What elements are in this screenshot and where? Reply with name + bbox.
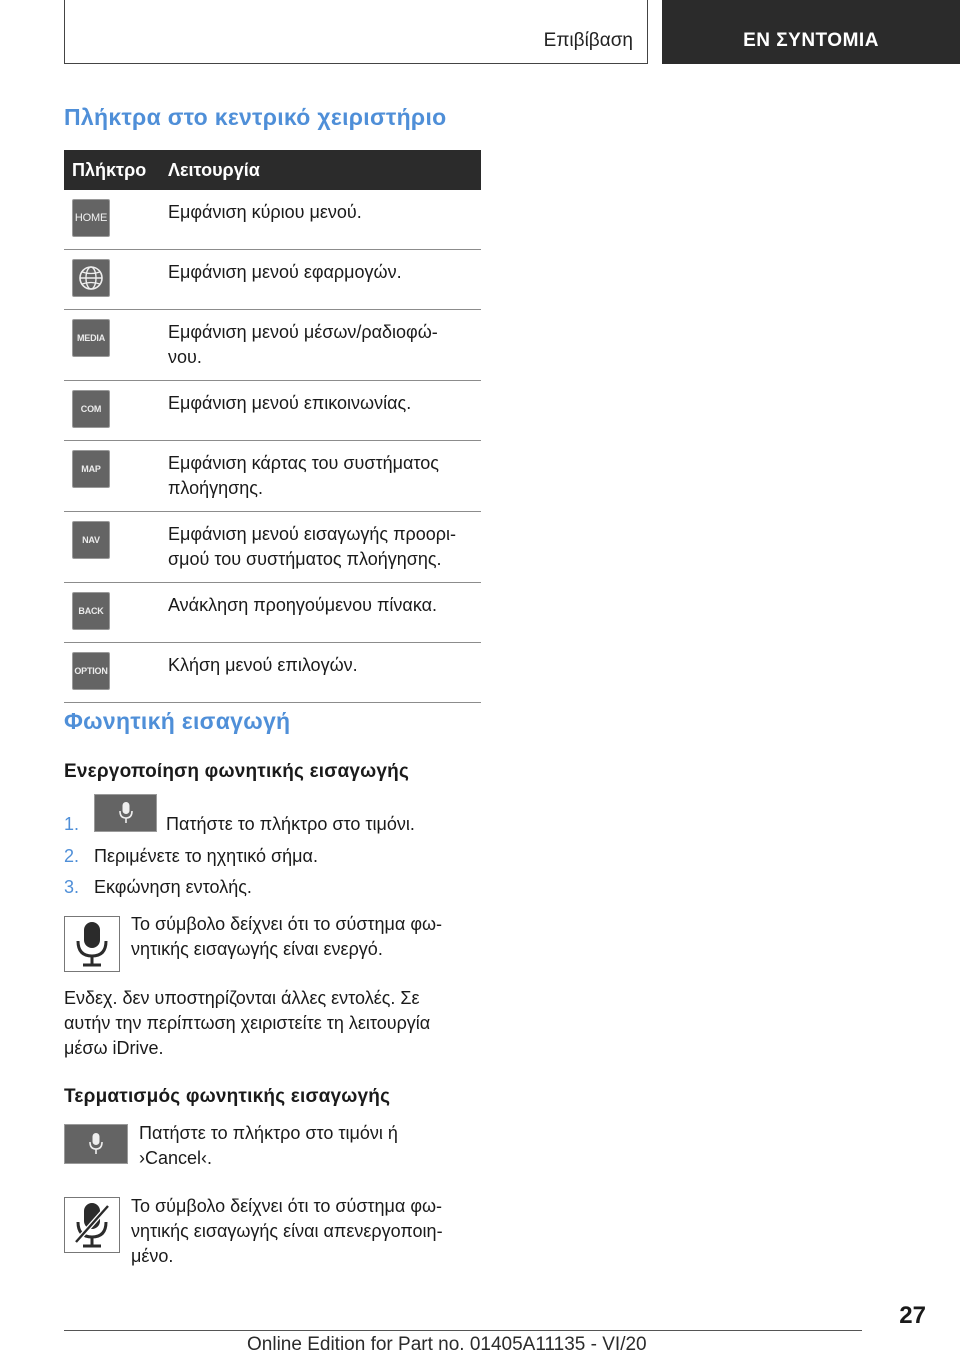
footer-divider [64,1330,862,1331]
table-row [64,310,481,381]
globe-key-icon [72,259,110,297]
back-key-label: BACK [78,605,104,616]
step-1-text: Πατήστε το πλήκτρο στο τιμόνι. [166,814,415,834]
keys-table [64,150,481,703]
table-row [64,190,481,250]
voice-inactive-symbol-icon [64,1197,120,1253]
media-key-label: MEDIA [77,332,105,343]
map-key-icon [72,450,110,488]
end-voice-instruction: Πατήστε το πλήκτρο στο τιμόνι ή ›Cancel‹. [139,1123,398,1168]
row-function-text: Εμφάνιση κύριου μενού. [168,190,481,250]
step-3 [64,877,252,898]
edition-text: Online Edition for Part no. 01405A11135 - VI/20 [247,1334,647,1355]
activate-voice-title: Ενεργοποίηση φωνητικής εισαγωγής [64,761,410,782]
step-number: 1. [64,814,80,834]
header-section-box [64,0,648,64]
col-function-header: Λειτουργία [168,150,481,190]
header-chapter-tab [662,0,960,64]
step-number: 2. [64,846,80,866]
voice-inactive-text: Το σύμβολο δείχνει ότι το σύστημα φω‐νητικής εισαγωγής είναι απενεργοποιη‐μένο. [131,1196,443,1266]
option-key-label: OPTION [74,665,108,676]
nav-key-label: NAV [82,534,100,545]
header-chapter-title: ΕΝ ΣΥΝΤΟΜΙΑ [743,30,879,51]
media-key-icon [72,319,110,357]
end-voice-title: Τερματισμός φωνητικής εισαγωγής [64,1086,391,1107]
steering-mic-button-end-icon [64,1124,128,1164]
step-2 [64,846,318,867]
voice-note: Ενδεχ. δεν υποστηρίζονται άλλες εντολές. Σε αυτήν την περίπτωση χειριστείτε τη λειτουργία μέσω iDrive. [64,988,431,1058]
row-function-text: Εμφάνιση μενού εφαρμογών. [168,250,481,310]
nav-key-icon [72,521,110,559]
table-row [64,643,481,703]
com-key-icon [72,390,110,428]
row-function-text: Εμφάνιση μενού εισαγωγής προορι‐σμού του συστήματος πλοήγησης. [168,512,481,583]
row-function-text: Εμφάνιση μενού επικοινωνίας. [168,381,481,441]
table-row [64,583,481,643]
header-section-title: Επιβίβαση [543,30,633,51]
row-function-text: Εμφάνιση κάρτας του συστήματος πλοήγησης. [168,441,481,512]
home-key-icon [72,199,110,237]
table-row [64,381,481,441]
row-function-text: Ανάκληση προηγούμενου πίνακα. [168,583,481,643]
page-number: 27 [899,1302,926,1329]
voice-active-text: Το σύμβολο δείχνει ότι το σύστημα φω‐νητικής εισαγωγής είναι ενεργό. [131,914,443,959]
table-row [64,441,481,512]
table-row [64,512,481,583]
home-key-label: HOME [74,211,108,224]
back-key-icon [72,592,110,630]
table-row [64,250,481,310]
option-key-icon [72,652,110,690]
keys-section-title: Πλήκτρα στο κεντρικό χειριστήριο [64,104,447,130]
row-function-text: Εμφάνιση μενού μέσων/ραδιοφώ‐νου. [168,310,481,381]
step-1 [64,814,94,835]
step-3-text: Εκφώνηση εντολής. [94,877,252,897]
row-function-text: Κλήση μενού επιλογών. [168,643,481,703]
voice-active-symbol-icon [64,916,120,972]
col-key-header: Πλήκτρο [64,150,168,190]
steering-mic-button-icon [94,794,157,832]
com-key-label: COM [80,403,102,414]
voice-section-title: Φωνητική εισαγωγή [64,708,291,734]
step-2-text: Περιμένετε το ηχητικό σήμα. [94,846,318,866]
keys-table-header [64,150,481,190]
step-number: 3. [64,877,80,897]
map-key-label: MAP [81,463,101,474]
